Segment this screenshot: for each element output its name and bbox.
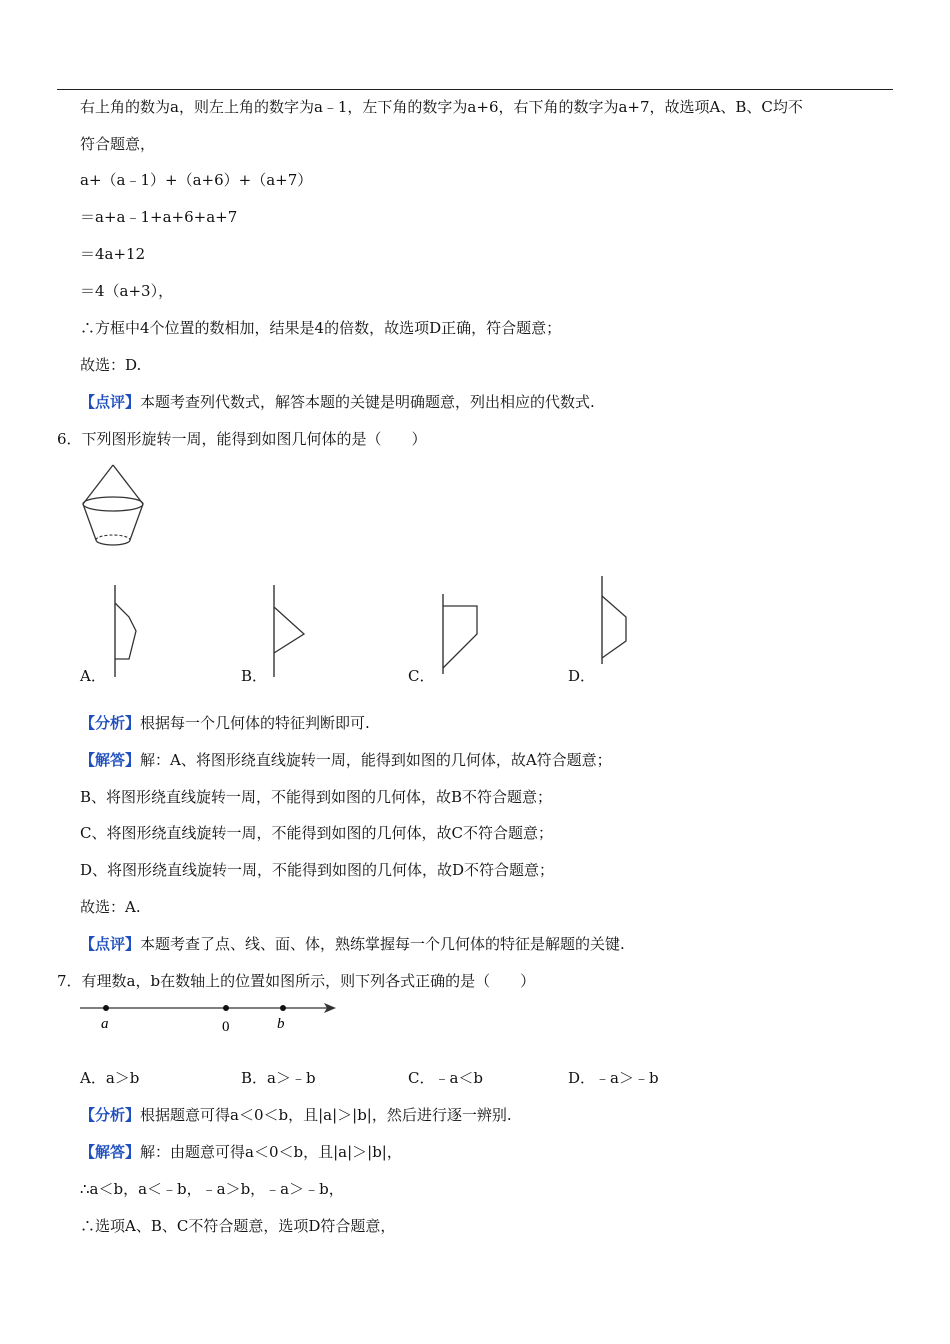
point-zero: [223, 1005, 229, 1011]
answer-tag: 【解答】: [80, 1143, 141, 1161]
review-line: [80, 392, 595, 412]
review-tag: 【点评】: [80, 393, 141, 411]
q7-option-b: B．a＞﹣b: [241, 1069, 316, 1087]
q6-review: [80, 934, 625, 954]
label-a: a: [101, 1016, 109, 1032]
review-tag: 【点评】: [80, 935, 141, 953]
analysis-text: 根据题意可得a＜0＜b，且|a|＞|b|，然后进行逐一辨别.: [140, 1106, 512, 1124]
point-a: [103, 1005, 109, 1011]
q6-choose: 故选：A.: [80, 898, 141, 916]
point-b: [280, 1005, 286, 1011]
q7-option-a: A．a＞b: [80, 1069, 140, 1087]
q6-answer-1: [80, 750, 612, 770]
q7-answer-2: ∴a＜b，a＜﹣b，﹣a＞b，﹣a＞﹣b，: [80, 1180, 344, 1198]
q7-answer-3: ∴选项A、B、C不符合题意，选项D符合题意，: [80, 1217, 396, 1235]
label-b: b: [277, 1016, 285, 1032]
option-a-label: A．: [80, 667, 106, 685]
label-zero: 0: [222, 1019, 230, 1035]
option-a-figure: [108, 583, 148, 679]
option-d-figure: [596, 574, 636, 666]
option-c-label: C．: [408, 667, 435, 685]
q6-answer-4: D、将图形绕直线旋转一周，不能得到如图的几何体，故D不符合题意；: [80, 861, 555, 879]
number-line: [78, 998, 340, 1038]
solution-line-4: ＝a+a﹣1+a+6+a+7: [80, 208, 238, 226]
option-c-figure: [437, 592, 483, 676]
review-text: 本题考查列代数式，解答本题的关键是明确题意，列出相应的代数式.: [140, 393, 595, 411]
analysis-tag: 【分析】: [80, 714, 141, 732]
answer-text: 解：A、将图形绕直线旋转一周，能得到如图的几何体，故A符合题意；: [140, 751, 612, 769]
q7-analysis: [80, 1105, 512, 1125]
analysis-tag: 【分析】: [80, 1106, 141, 1124]
solution-line-7: ∴方框中4个位置的数相加，结果是4的倍数，故选项D正确，符合题意；: [80, 319, 562, 337]
solution-line-3: a+（a﹣1）+（a+6）+（a+7）: [80, 171, 313, 189]
q7-stem: 7．有理数a，b在数轴上的位置如图所示，则下列各式正确的是（ ）: [57, 972, 536, 990]
q7-option-c: C．﹣a＜b: [408, 1069, 484, 1087]
option-b-label: B．: [241, 667, 268, 685]
q6-analysis: [80, 713, 370, 733]
answer-tag: 【解答】: [80, 751, 141, 769]
option-d-label: D．: [568, 667, 596, 685]
solid-figure: [78, 462, 148, 554]
q6-stem: 6．下列图形旋转一周，能得到如图几何体的是（ ）: [57, 430, 427, 448]
solution-line-5: ＝4a+12: [80, 245, 146, 263]
solution-line-8: 故选：D.: [80, 356, 142, 374]
q7-option-d: D．﹣a＞﹣b: [568, 1069, 659, 1087]
review-text: 本题考查了点、线、面、体，熟练掌握每一个几何体的特征是解题的关键.: [140, 935, 625, 953]
solution-line-2: 符合题意，: [80, 135, 156, 153]
header-rule: [57, 89, 893, 90]
option-b-figure: [268, 583, 312, 679]
analysis-text: 根据每一个几何体的特征判断即可.: [140, 714, 370, 732]
q6-answer-3: C、将图形绕直线旋转一周，不能得到如图的几何体，故C不符合题意；: [80, 824, 553, 842]
q7-answer-1: [80, 1142, 402, 1162]
solution-line-1: 右上角的数为a，则左上角的数字为a﹣1，左下角的数字为a+6，右下角的数字为a+7，故选项A、B、C均不: [80, 98, 803, 116]
solution-line-6: ＝4（a+3），: [80, 282, 174, 300]
q6-answer-2: B、将图形绕直线旋转一周，不能得到如图的几何体，故B不符合题意；: [80, 788, 553, 806]
answer-text: 解：由题意可得a＜0＜b，且|a|＞|b|，: [140, 1143, 402, 1161]
